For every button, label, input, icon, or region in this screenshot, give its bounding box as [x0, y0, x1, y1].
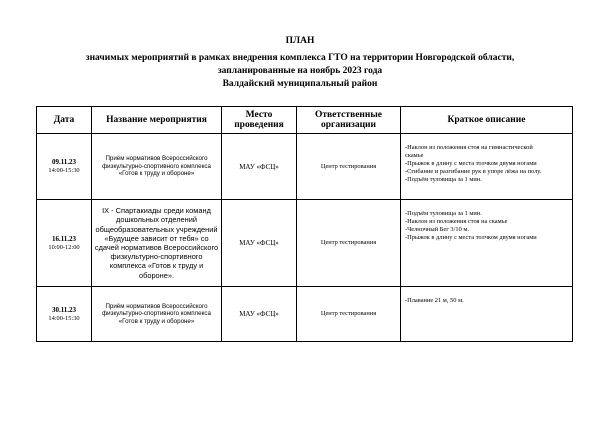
- desc-line: -Подъём туловища за 1 мин.: [405, 176, 482, 183]
- desc-line: -Плавание 21 м, 50 м.: [405, 297, 464, 304]
- event-place: МАУ «ФСЦ»: [222, 200, 297, 287]
- event-name: Приём нормативов Всероссийского физкультурно-спортивного комплекса «Готов к труду и обороне»: [92, 287, 222, 342]
- desc-line: -Сгибание и разгибание рук в упоре лёжа на полу.: [405, 168, 542, 175]
- table-row: [37, 134, 573, 200]
- event-time: 14:00-15:30: [48, 167, 80, 174]
- event-time: 10:00-12:00: [48, 243, 80, 251]
- desc-line: -Подъём туловища за 1 мин.: [405, 210, 482, 217]
- col-header-date: Дата: [37, 107, 92, 134]
- event-org: Центр тестирования: [297, 200, 401, 287]
- desc-line: -Наклон из положения стоя на гимнастической: [405, 144, 533, 151]
- event-org: Центр тестирования: [297, 134, 401, 200]
- plan-title: ПЛАН: [285, 36, 315, 46]
- event-place: МАУ «ФСЦ»: [222, 134, 297, 200]
- desc-line: скамье: [405, 152, 424, 159]
- col-header-event: Название мероприятия: [92, 107, 222, 134]
- event-date: 09.11.23: [51, 158, 77, 166]
- event-desc: [401, 287, 573, 342]
- event-place: МАУ «ФСЦ»: [222, 287, 297, 342]
- table-header-row: [37, 107, 573, 134]
- events-table: [36, 106, 573, 342]
- desc-line: -Наклон из положения стоя на скамье: [405, 218, 508, 225]
- event-time: 14:00-15:30: [48, 314, 80, 322]
- event-name: IX - Спартакиады среди команд дошкольных отделений общеобразовательных учреждений «Будущее зависит от тебя» со сдачей нормативов Всероссийского физкультурно-спортивного комплекса «Готов к труду и обороне».: [92, 200, 222, 287]
- date-cell: [37, 200, 92, 287]
- col-header-desc: Краткое описание: [401, 107, 573, 134]
- date-cell: [37, 134, 92, 200]
- table-row: [37, 200, 573, 287]
- event-org: Центр тестирования: [297, 287, 401, 342]
- desc-line: -Челночный Бег 3/10 м.: [405, 226, 470, 233]
- col-header-place: Место проведения: [222, 107, 297, 134]
- event-date: 30.11.23: [51, 305, 77, 314]
- event-desc: [401, 200, 573, 287]
- date-cell: [37, 287, 92, 342]
- event-desc: [401, 134, 573, 200]
- desc-line: -Прыжок в длину с места толчком двумя ногами: [405, 234, 537, 241]
- table-row: [37, 287, 573, 342]
- event-name: Приём нормативов Всероссийского физкультурно-спортивного комплекса «Готов к труду и обороне»: [92, 134, 222, 200]
- plan-subtitle: значимых мероприятий в рамках внедрения комплекса ГТО на территории Новгородской области,: [85, 53, 515, 63]
- plan-district: Валдайский муниципальный район: [222, 79, 378, 89]
- col-header-org: Ответственные организации: [297, 107, 401, 134]
- desc-line: -Прыжок в длину с места толчком двумя ногами: [405, 160, 537, 167]
- plan-period: запланированные на ноябрь 2023 года: [217, 66, 383, 76]
- event-date: 16.11.23: [51, 234, 77, 243]
